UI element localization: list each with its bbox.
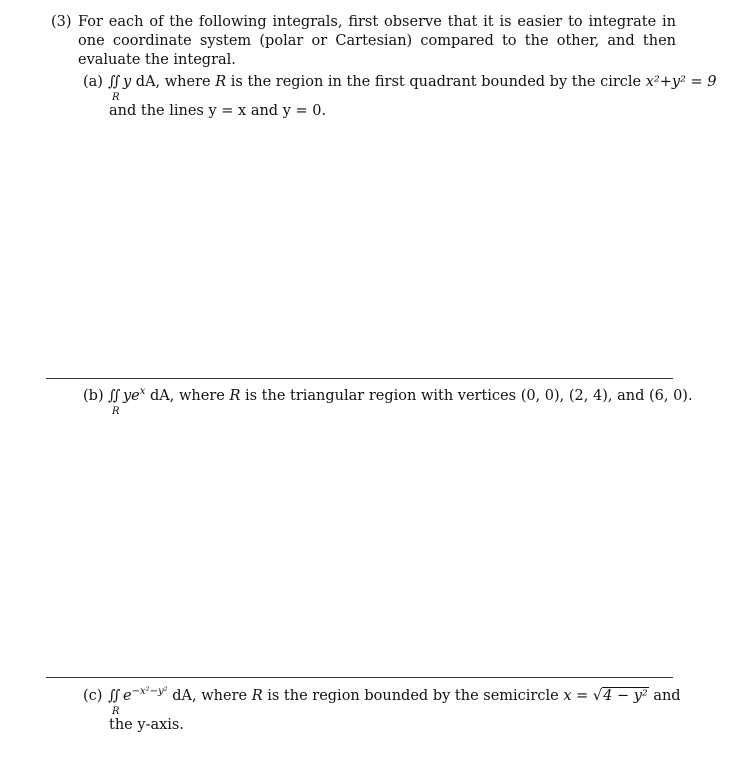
part-b-exponent: x	[139, 386, 146, 397]
part-a-statement	[108, 73, 717, 92]
double-integral-icon: ∬	[108, 688, 119, 704]
part-a-description: is the region in the first quadrant bounded by the circle	[230, 74, 642, 90]
part-b-region: R	[229, 388, 241, 404]
part-c-differential: dA	[172, 688, 193, 704]
part-a-label: (a)	[83, 74, 103, 90]
section-divider	[46, 378, 673, 379]
double-integral-icon: ∬	[108, 74, 119, 90]
part-a-integrand: y	[122, 74, 132, 90]
part-c-integrand: e	[122, 688, 132, 704]
part-c-label: (c)	[83, 688, 103, 704]
part-c-statement	[108, 687, 681, 706]
part-b-statement	[108, 387, 693, 406]
part-a-region: R	[215, 74, 227, 90]
part-b-label: (b)	[83, 388, 104, 404]
part-b-region-subscript: R	[112, 406, 120, 417]
part-b-differential: dA	[150, 388, 170, 404]
problem-intro: For each of the following integrals, first observe that it is easier to integrate in one coordinate system (polar or Cartesian) compared to the other, and then evaluate the integral.	[78, 14, 676, 68]
part-c-trailing: and	[653, 688, 681, 704]
part-a-region-subscript: R	[112, 92, 120, 103]
part-c-region-subscript: R	[112, 706, 120, 717]
part-c-where: , where	[192, 688, 248, 704]
part-c-exponent: −x²−y²	[131, 686, 168, 697]
part-b-description: is the triangular region with vertices (0, 0), (2, 4), and (6, 0).	[244, 388, 693, 404]
part-a-where: , where	[155, 74, 211, 90]
part-a-continuation: and the lines y = x and y = 0.	[109, 103, 327, 119]
part-c-region: R	[251, 688, 263, 704]
part-b-where: , where	[169, 388, 225, 404]
double-integral-icon: ∬	[108, 388, 119, 404]
section-divider	[46, 677, 673, 678]
part-a-differential: dA	[135, 74, 156, 90]
problem-number: (3)	[51, 14, 72, 30]
part-a-equation: x²+y² = 9	[645, 74, 717, 90]
part-c-description: is the region bounded by the semicircle	[267, 688, 559, 704]
square-root-icon: √4 − y²	[592, 688, 648, 704]
part-c-continuation: the y-axis.	[109, 717, 184, 733]
part-c-radicand: 4 − y²	[603, 688, 648, 704]
part-c-equation-lhs: x =	[563, 688, 589, 704]
part-b-integrand: ye	[122, 388, 140, 404]
